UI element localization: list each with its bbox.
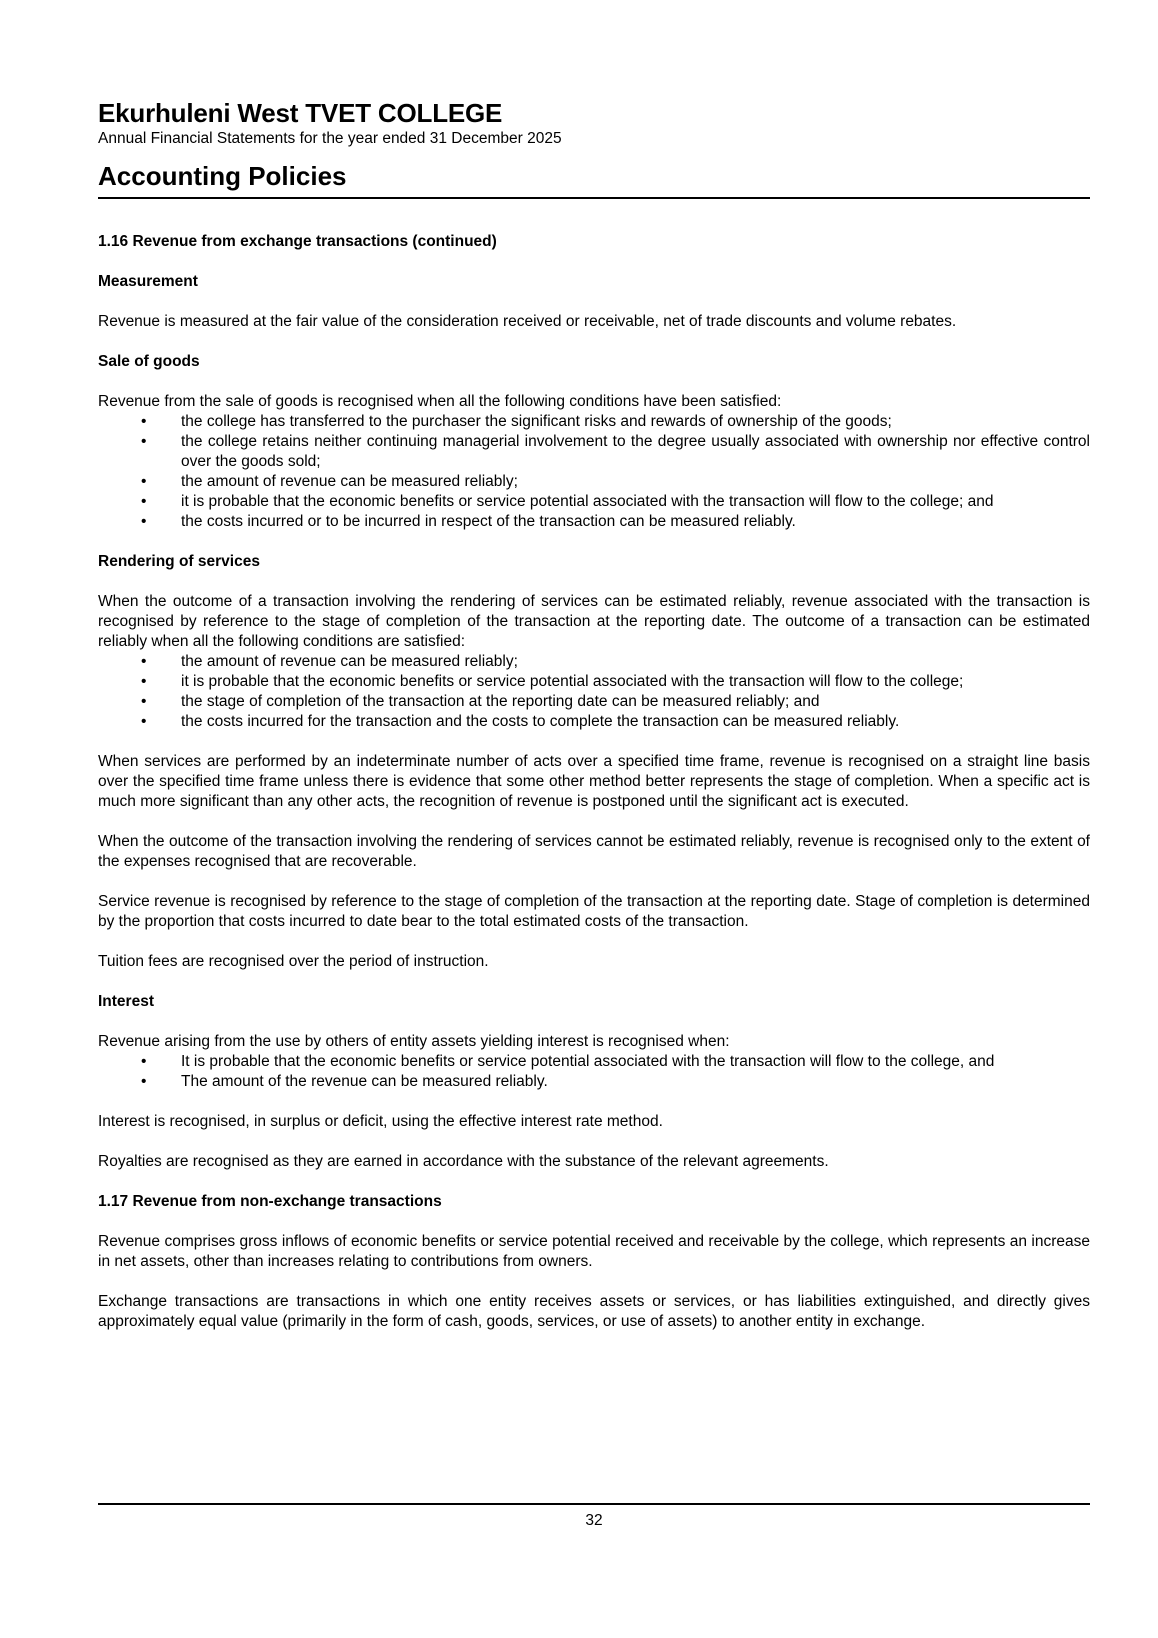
- paragraph-services-indeterminate: When services are performed by an indeterminate number of acts over a specified time frame, revenue is recognised on a straight line basis over the specified time frame unless there is evidence that some other method better represents the stage of completion. When a specific act is much more significant than any other acts, the recognition of revenue is postponed until the significant act is executed.: [98, 753, 1090, 810]
- policy-content: [98, 232, 1090, 1332]
- paragraph-royalties: Royalties are recognised as they are earned in accordance with the substance of the relevant agreements.: [98, 1153, 829, 1170]
- subheading-rendering-of-services: Rendering of services: [98, 553, 260, 570]
- paragraph-tuition-fees: Tuition fees are recognised over the period of instruction.: [98, 953, 489, 970]
- list-item: • the stage of completion of the transaction at the reporting date can be measured reliably; and: [98, 692, 1090, 712]
- section-heading-1-17: 1.17 Revenue from non-exchange transactions: [98, 1193, 442, 1210]
- paragraph-sale-lead: Revenue from the sale of goods is recognised when all the following conditions have been satisfied:: [98, 393, 782, 410]
- interest-conditions-list: [98, 1052, 1090, 1092]
- subheading-measurement: Measurement: [98, 273, 198, 290]
- list-item: • It is probable that the economic benefits or service potential associated with the transaction will flow to the college, and: [98, 1052, 1090, 1072]
- paragraph-measurement: Revenue is measured at the fair value of the consideration received or receivable, net of trade discounts and volume rebates.: [98, 313, 957, 330]
- list-item: • the costs incurred or to be incurred in respect of the transaction can be measured reliably.: [98, 512, 1090, 532]
- paragraph-service-revenue: Service revenue is recognised by reference to the stage of completion of the transaction at the reporting date. Stage of completion is determined by the proportion that costs incurred to date bear to the total estimated costs of the transaction.: [98, 893, 1090, 930]
- list-item: • the amount of revenue can be measured reliably;: [98, 472, 1090, 492]
- paragraph-services-lead: When the outcome of a transaction involving the rendering of services can be estimated reliably, revenue associated with the transaction is recognised by reference to the stage of completion of the transaction at the reporting date. The outcome of a transaction can be estimated reliably when all the following conditions are satisfied:: [98, 593, 1090, 650]
- list-item: • it is probable that the economic benefits or service potential associated with the transaction will flow to the college;: [98, 672, 1090, 692]
- statement-subtitle: Annual Financial Statements for the year ended 31 December 2025: [98, 130, 562, 147]
- paragraph-exchange-transactions: Exchange transactions are transactions in which one entity receives assets or services, or has liabilities extinguished, and directly gives approximately equal value (primarily in the form of cash, goods, services, or use of assets) to another entity in exchange.: [98, 1293, 1090, 1330]
- paragraph-non-exchange-revenue: Revenue comprises gross inflows of economic benefits or service potential received and receivable by the college, which represents an increase in net assets, other than increases relating to contributions from owners.: [98, 1233, 1090, 1270]
- paragraph-interest-method: Interest is recognised, in surplus or deficit, using the effective interest rate method.: [98, 1113, 663, 1130]
- page-title: Accounting Policies: [98, 161, 347, 191]
- sale-conditions-list: [98, 412, 1090, 532]
- list-item: • the costs incurred for the transaction and the costs to complete the transaction can be measured reliably.: [98, 712, 1090, 732]
- paragraph-interest-lead: Revenue arising from the use by others of entity assets yielding interest is recognised when:: [98, 1033, 730, 1050]
- paragraph-services-unreliable: When the outcome of the transaction involving the rendering of services cannot be estimated reliably, revenue is recognised only to the extent of the expenses recognised that are recoverable.: [98, 833, 1090, 870]
- page-number: 32: [585, 1512, 603, 1529]
- list-item: • The amount of the revenue can be measured reliably.: [98, 1072, 1090, 1092]
- college-name: Ekurhuleni West TVET COLLEGE: [98, 98, 503, 128]
- header-rule: [98, 197, 1090, 199]
- list-item: • the college retains neither continuing managerial involvement to the degree usually associated with ownership nor effective control over the goods sold;: [98, 432, 1090, 472]
- section-heading-1-16: 1.16 Revenue from exchange transactions (continued): [98, 233, 497, 250]
- subheading-interest: Interest: [98, 993, 154, 1010]
- list-item: • the amount of revenue can be measured reliably;: [98, 652, 1090, 672]
- document-page: [98, 98, 1090, 1352]
- footer-rule: [98, 1503, 1090, 1505]
- list-item: • the college has transferred to the purchaser the significant risks and rewards of ownership of the goods;: [98, 412, 1090, 432]
- list-item: • it is probable that the economic benefits or service potential associated with the transaction will flow to the college; and: [98, 492, 1090, 512]
- subheading-sale-of-goods: Sale of goods: [98, 353, 200, 370]
- services-conditions-list: [98, 652, 1090, 732]
